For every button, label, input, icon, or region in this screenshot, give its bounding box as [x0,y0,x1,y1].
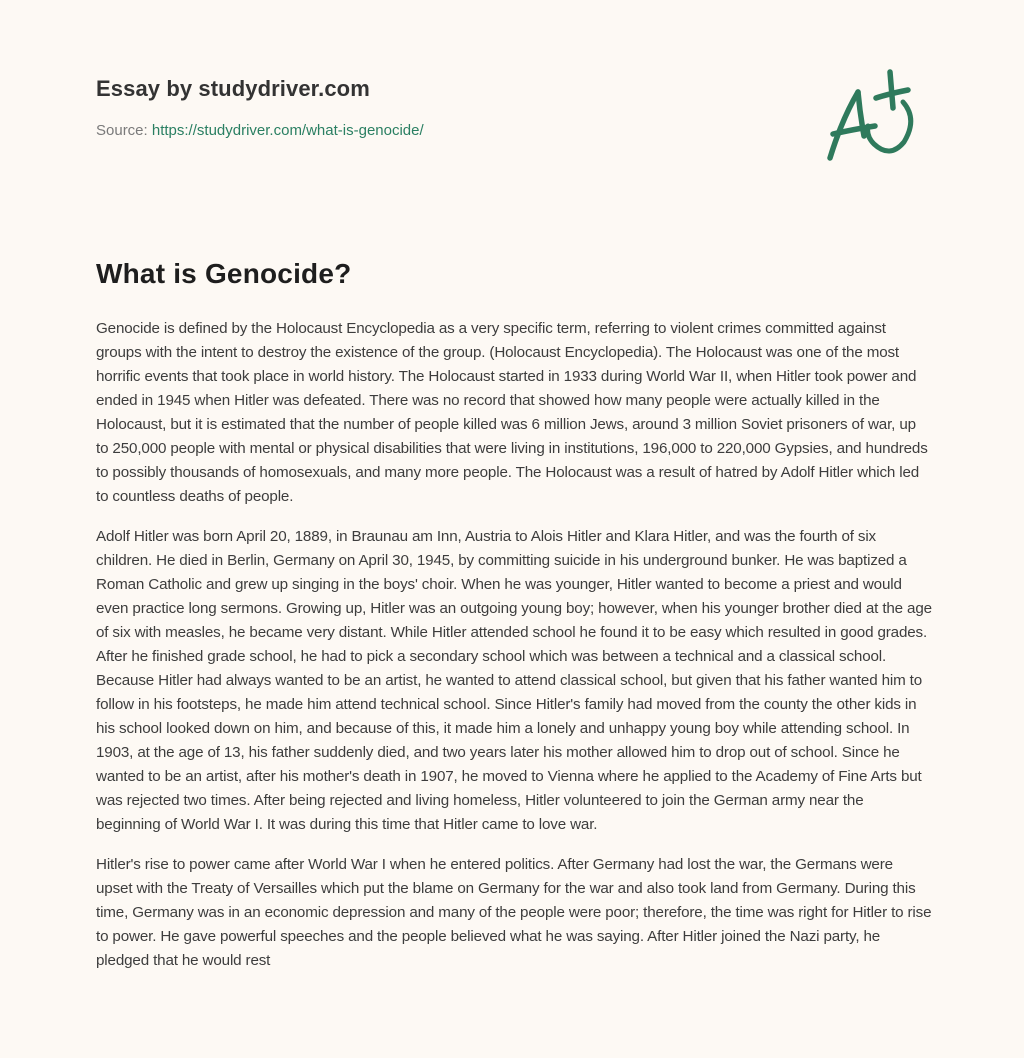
source-link[interactable]: https://studydriver.com/what-is-genocide/ [151,122,424,139]
source-line [96,121,424,141]
site-title: Essay by studydriver.com [96,76,370,101]
page-header [96,74,424,141]
essay-paragraph: Adolf Hitler was born April 20, 1889, in Braunau am Inn, Austria to Alois Hitler and Klara Hitler, and was the fourth of six children. He died in Berlin, Germany on April 30, 1945, by committing suicide in his underground bunker. He was baptized a Roman Catholic and grew up singing in the boys' choir. When he was younger, Hitler wanted to become a priest and would even practice long sermons. Growing up, Hitler was an outgoing young boy; however, when his younger brother died at the age of six with measles, he became very distant. While Hitler attended school he found it to be easy which resulted in good grades. After he finished grade school, he had to pick a secondary school which was between a technical and a classical school. Because Hitler had always wanted to be an artist, he wanted to attend classical school, but given that his father wanted him to follow in his footsteps, he made him attend technical school. Since Hitler's family had moved from the county the other kids in his school looked down on him, and because of this, it made him a lonely and unhappy young boy while attending school. In 1903, at the age of 13, his father suddenly died, and two years later his mother allowed him to drop out of school. Since he wanted to be an artist, after his mother's death in 1907, he moved to Vienna where he applied to the Academy of Fine Arts but was rejected two times. After being rejected and living homeless, Hitler volunteered to join the German army near the beginning of World War I. It was during this time that Hitler came to love war. [96,528,932,833]
source-label: Source: [96,122,148,139]
essay-content [96,254,932,973]
essay-title: What is Genocide? [96,258,352,289]
a-plus-grade-icon [820,64,930,169]
essay-paragraph: Hitler's rise to power came after World War I when he entered politics. After Germany had lost the war, the Germans were upset with the Treaty of Versailles which put the blame on Germany for the war and also took land from Germany. During this time, Germany was in an economic depression and many of the people were poor; therefore, the time was right for Hitler to rise to power. He gave powerful speeches and the people believed what he was saying. After Hitler joined the Nazi party, he pledged that he would rest [96,856,932,969]
essay-paragraph: Genocide is defined by the Holocaust Encyclopedia as a very specific term, referring to violent crimes committed against groups with the intent to destroy the existence of the group. (Holocaust Encyclopedia). The Holocaust was one of the most horrific events that took place in world history. The Holocaust started in 1933 during World War II, when Hitler took power and ended in 1945 when Hitler was defeated. There was no record that showed how many people were actually killed in the Holocaust, but it is estimated that the number of people killed was 6 million Jews, around 3 million Soviet prisoners of war, up to 250,000 people with mental or physical disabilities that were living in institutions, 196,000 to 220,000 Gypsies, and hundreds to possibly thousands of homosexuals, and many more people. The Holocaust was a result of hatred by Adolf Hitler which led to countless deaths of people. [96,320,928,505]
